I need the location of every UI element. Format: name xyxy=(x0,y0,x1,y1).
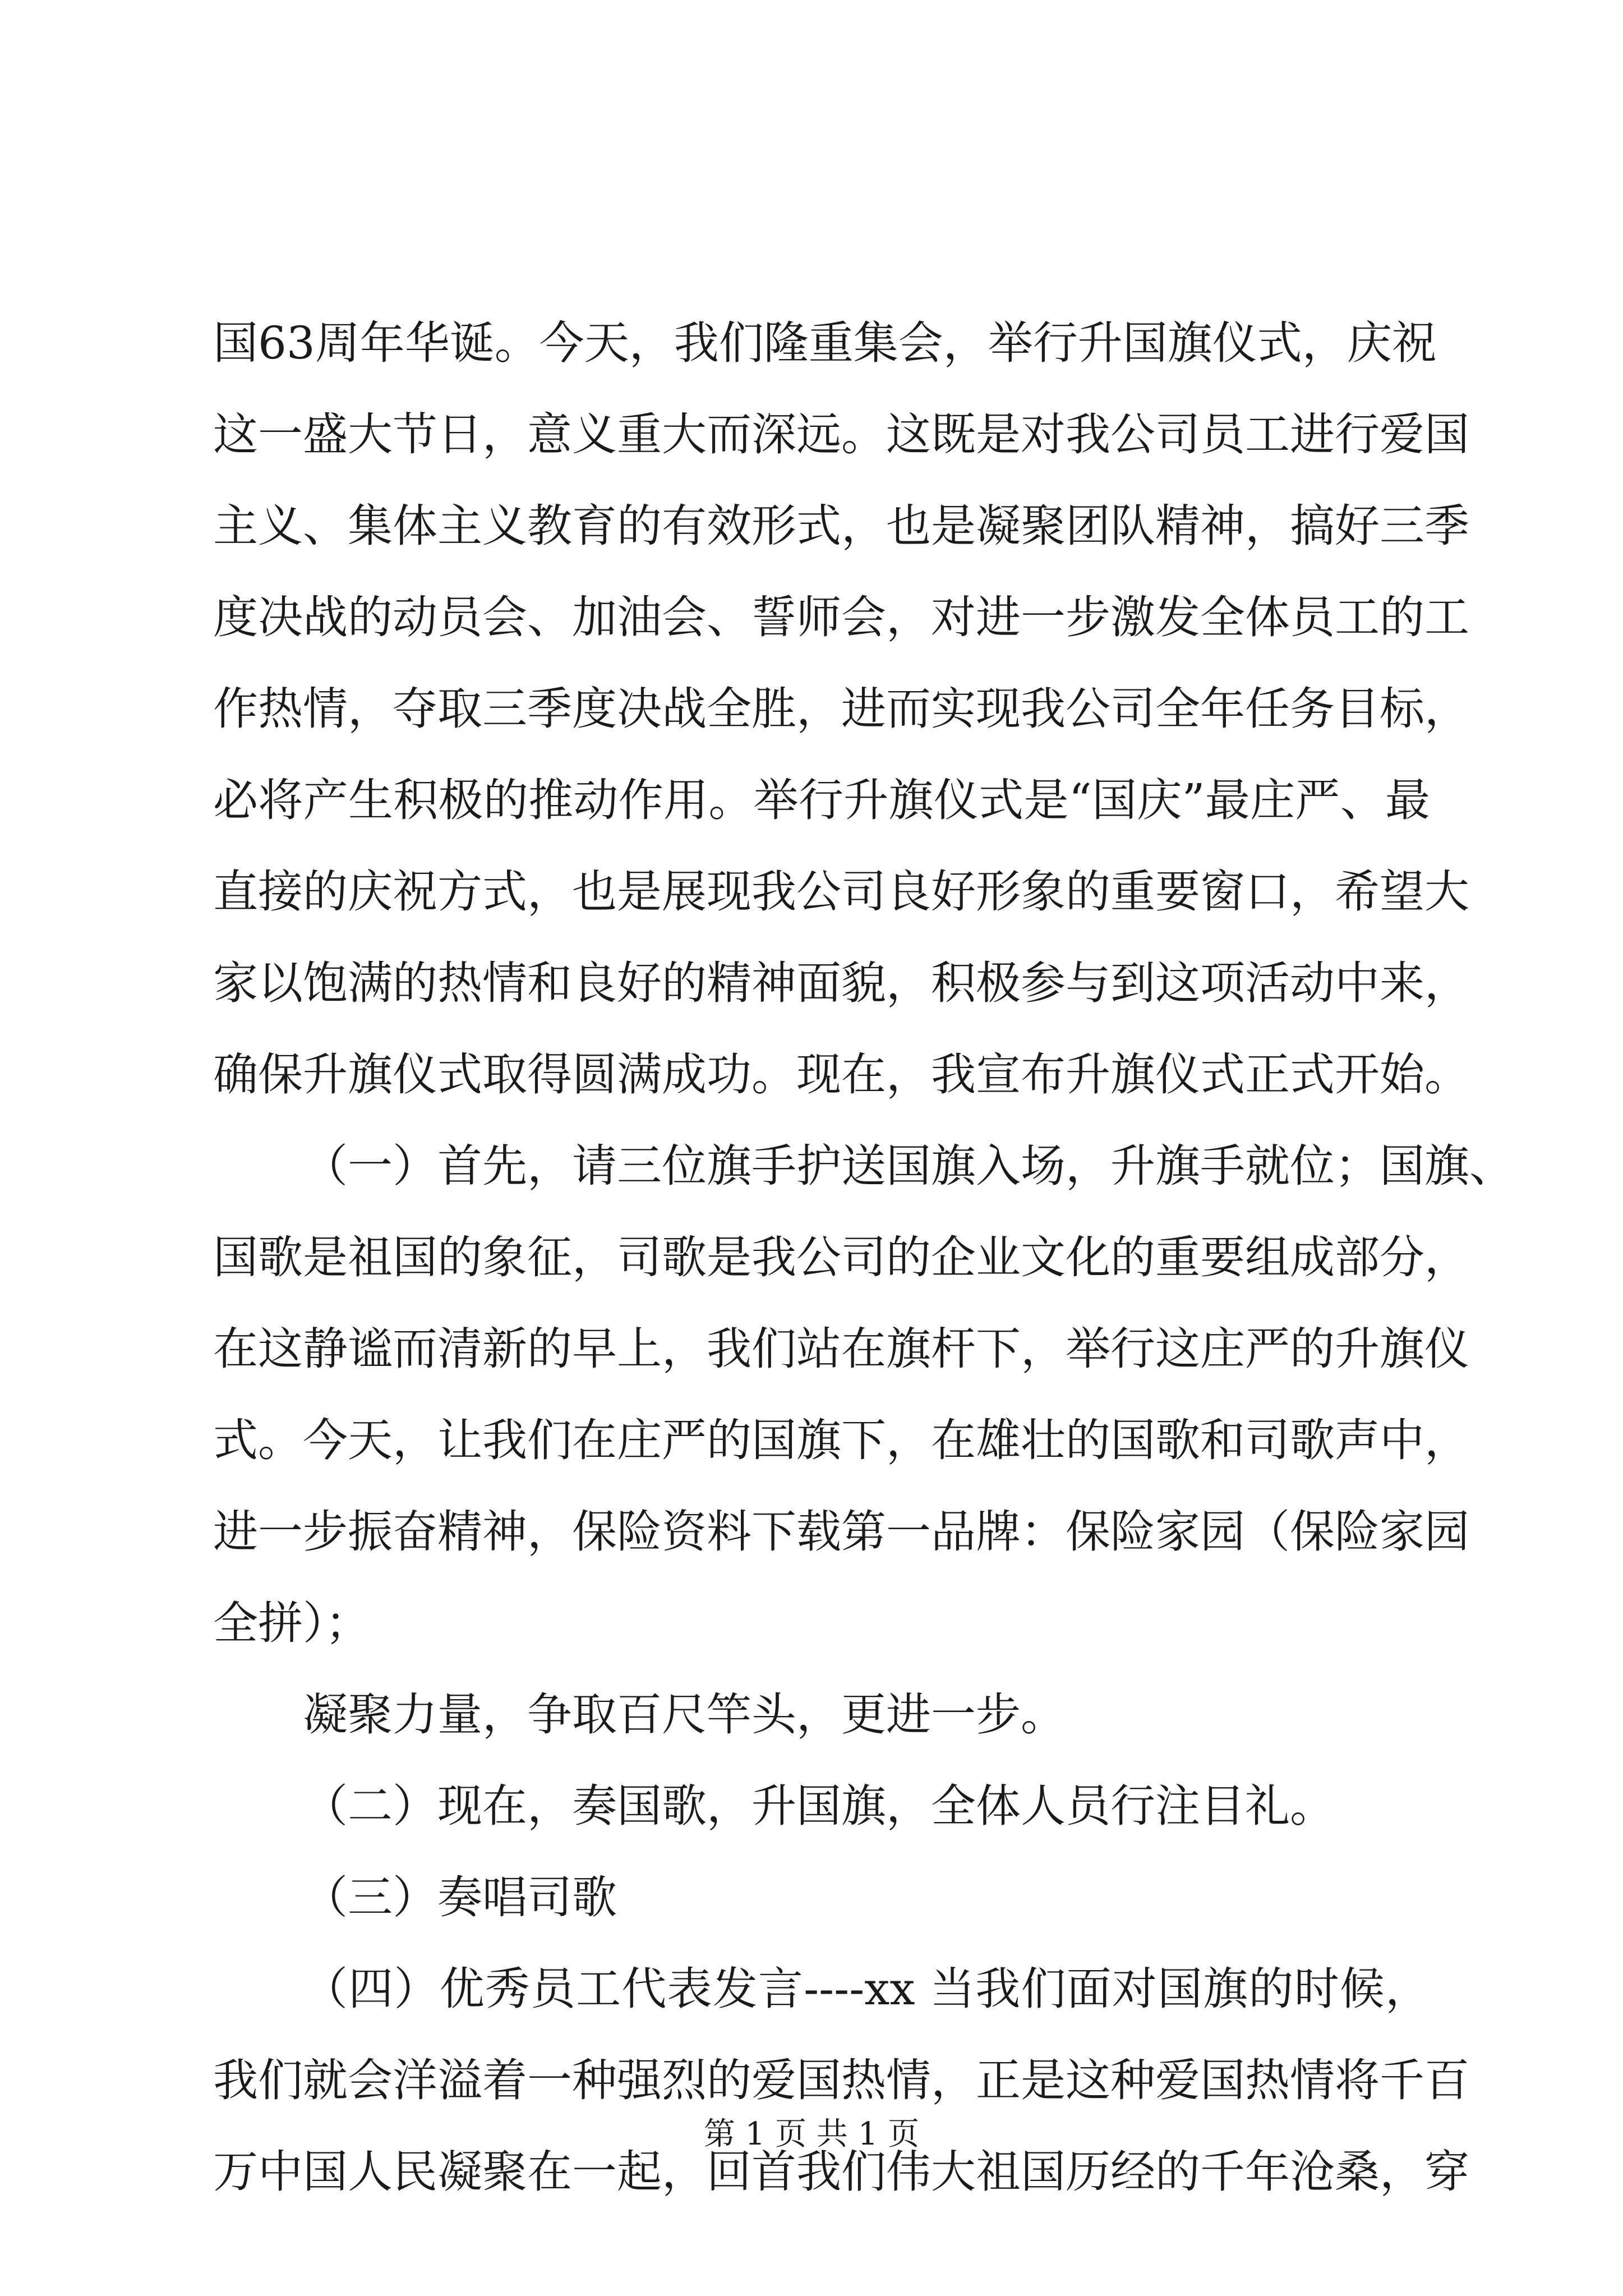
text-line: 这一盛大节日，意义重大而深远。这既是对我公司员工进行爱国 xyxy=(213,408,1469,461)
text-line: 主义、集体主义教育的有效形式，也是凝聚团队精神，搞好三季 xyxy=(213,500,1469,552)
text-line: 度决战的动员会、加油会、誓师会，对进一步激发全体员工的工 xyxy=(213,591,1469,643)
text-line: （一）首先，请三位旗手护送国旗入场，升旗手就位；国旗、 xyxy=(303,1140,1514,1192)
page-footer xyxy=(0,2115,1623,2154)
text-line: 必将产生积极的推动作用。举行升旗仪式是“国庆”最庄严、最 xyxy=(213,774,1430,826)
text-line: （二）现在，奏国歌，升国旗，全体人员行注目礼。 xyxy=(303,1780,1335,1832)
text-line: 作热情，夺取三季度决战全胜，进而实现我公司全年任务目标， xyxy=(213,683,1469,735)
text-line: 全拼）； xyxy=(213,1597,370,1649)
text-line: 国63周年华诞。今天，我们隆重集会，举行升国旗仪式，庆祝 xyxy=(213,317,1437,369)
document-body xyxy=(213,297,1514,2217)
text-line: 万中国人民凝聚在一起，回首我们伟大祖国历经的千年沧桑，穿 xyxy=(213,2146,1469,2198)
text-line: 在这静谧而清新的早上，我们站在旗杆下，举行这庄严的升旗仪 xyxy=(213,1323,1469,1375)
text-line: 式。今天，让我们在庄严的国旗下，在雄壮的国歌和司歌声中， xyxy=(213,1414,1469,1466)
text-line: （四）优秀员工代表发言----xx 当我们面对国旗的时候， xyxy=(303,1963,1430,2015)
text-line: 家以饱满的热情和良好的精神面貌，积极参与到这项活动中来， xyxy=(213,957,1469,1009)
text-line: 进一步振奋精神，保险资料下载第一品牌：保险家园（保险家园 xyxy=(213,1506,1469,1558)
text-line: 我们就会洋溢着一种强烈的爱国热情，正是这种爱国热情将千百 xyxy=(213,2054,1469,2106)
text-line: （三）奏唱司歌 xyxy=(303,1871,617,1924)
text-line: 直接的庆祝方式，也是展现我公司良好形象的重要窗口，希望大 xyxy=(213,866,1469,918)
text-line: 凝聚力量，争取百尺竿头，更进一步。 xyxy=(303,1688,1066,1741)
page-number-label: 第 1 页 共 1 页 xyxy=(703,2116,920,2152)
text-line: 确保升旗仪式取得圆满成功。现在，我宣布升旗仪式正式开始。 xyxy=(213,1048,1469,1101)
text-line: 国歌是祖国的象征，司歌是我公司的企业文化的重要组成部分， xyxy=(213,1231,1469,1283)
